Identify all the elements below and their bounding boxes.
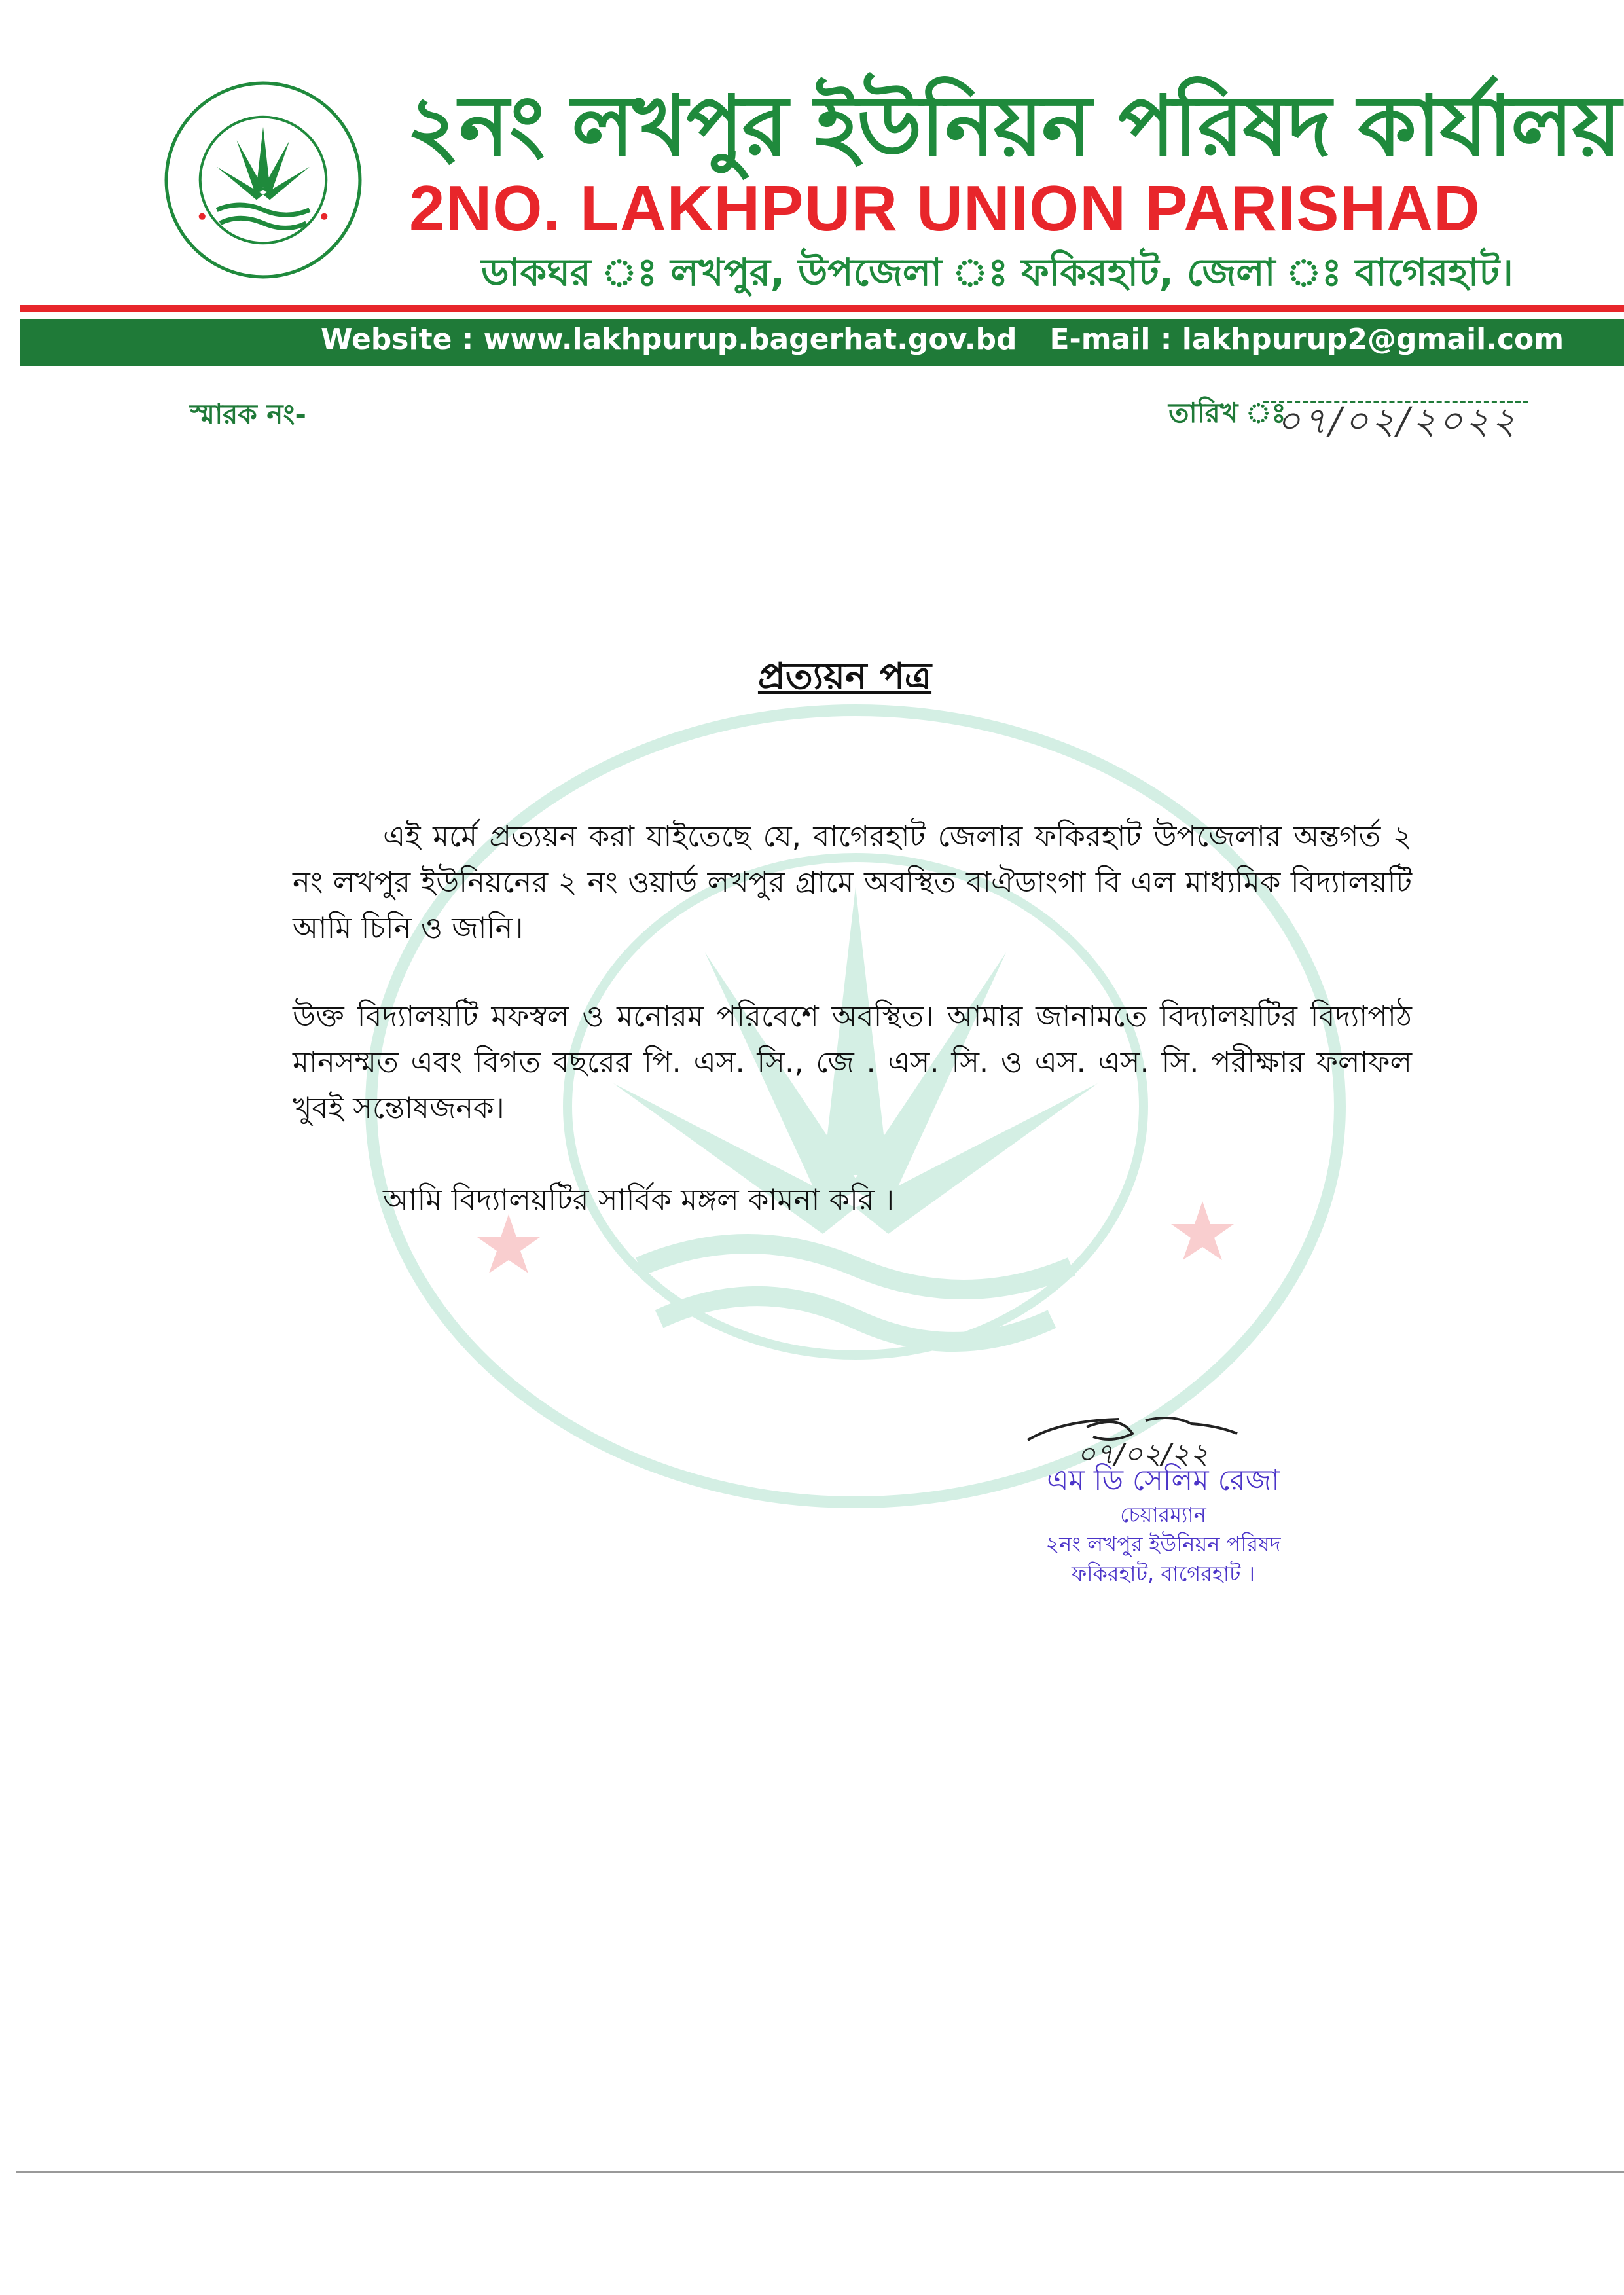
signatory-stamp: [967, 1461, 1360, 1589]
signatory-designation: চেয়ারম্যান: [1120, 1502, 1206, 1527]
paragraph-wishes: আমি বিদ্যালয়টির সার্বিক মঙ্গল কামনা করি ।: [383, 1182, 895, 1217]
office-title-english: 2NO. LAKHPUR UNION PARISHAD: [409, 172, 1481, 244]
signatory-name: এম ডি সেলিম রেজা: [1047, 1464, 1280, 1497]
website-link[interactable]: Website : www.lakhpurup.bagerhat.gov.bd: [321, 323, 1017, 356]
paragraph-introduction: এই মর্মে প্রত্যয়ন করা যাইতেছে যে, বাগেরহাট জেলার ফকিরহাট উপজেলার অন্তগর্ত ২ নং লখপুর ইউনিয়নের ২ নং ওয়ার্ড লখপুর গ্রামে অবস্থিত বাঐডাংগা বি এল মাধ্যমিক বিদ্যালয়টি আমি চিনি ও জানি।: [293, 819, 1412, 945]
paragraph-school-quality: উক্ত বিদ্যালয়টি মফস্বল ও মনোরম পরিবেশে অবস্থিত। আমার জানামতে বিদ্যালয়টির বিদ্যাপাঠ মানসম্মত এবং বিগত বছরের পি. এস. সি., জে . এস. সি. ও এস. এস. সি. পরীক্ষার ফলাফল খুবই সন্তোষজনক।: [293, 999, 1412, 1125]
signature-date: ০৭/০২/২২: [1077, 1437, 1209, 1471]
memo-number-label: স্মারক নং-: [190, 398, 306, 430]
date-value: ০৭/০২/২০২২: [1276, 400, 1519, 443]
email-link[interactable]: E-mail : lakhpurup2@gmail.com: [1049, 323, 1564, 356]
office-address: ডাকঘর ঃ লখপুর, উপজেলা ঃ ফকিরহাট, জেলা ঃ বাগেরহাট।: [481, 250, 1513, 295]
union-parishad-logo: [164, 81, 363, 280]
office-title-bengali: ২নং লখপুর ইউনিয়ন পরিষদ কার্যালয়: [406, 78, 1620, 175]
date-label: তারিখ ঃ: [1168, 397, 1286, 429]
contact-info: [321, 323, 1597, 356]
header-red-divider: [20, 305, 1624, 312]
page-bottom-border: [16, 2171, 1624, 2173]
document-title: প্রত্যয়ন পত্র: [757, 655, 932, 698]
signatory-location: ফকিরহাট, বাগেরহাট ।: [1071, 1561, 1255, 1586]
signatory-office: ২নং লখপুর ইউনিয়ন পরিষদ: [1045, 1532, 1281, 1557]
